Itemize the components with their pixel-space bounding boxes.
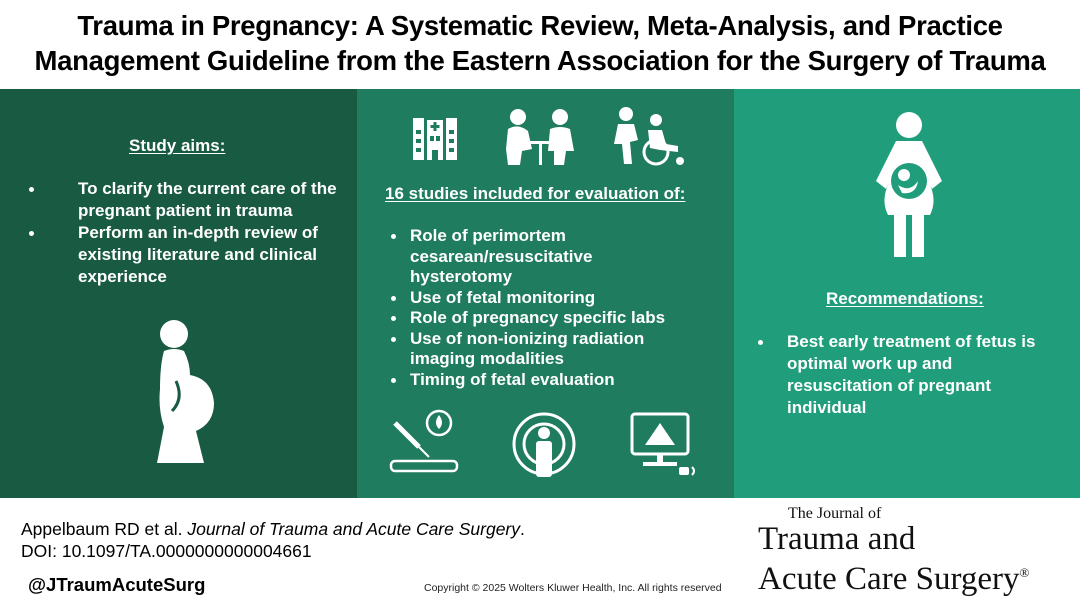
journal-logo-line3: Acute Care Surgery bbox=[758, 561, 1020, 597]
copyright-notice: Copyright © 2025 Wolters Kluwer Health, Inc. All rights reserved bbox=[424, 582, 722, 594]
list-item: To clarify the current care of the pregnant patient in trauma bbox=[21, 178, 341, 222]
twitter-handle[interactable]: @JTraumAcuteSurg bbox=[28, 574, 206, 595]
list-item: Role of perimortem cesarean/resuscitative hysterotomy bbox=[357, 226, 687, 288]
list-item: Use of fetal monitoring bbox=[357, 288, 687, 309]
mri-scanner-icon bbox=[511, 411, 577, 479]
list-item: Role of pregnancy specific labs bbox=[357, 308, 687, 329]
citation-period: . bbox=[520, 519, 525, 539]
study-aims-panel bbox=[0, 89, 357, 498]
citation-authors: Appelbaum RD et al. bbox=[21, 519, 188, 539]
ultrasound-icon bbox=[629, 411, 701, 477]
recommendations-panel bbox=[734, 89, 1080, 498]
list-item: Best early treatment of fetus is optimal work up and resuscitation of pregnant individual bbox=[734, 331, 1054, 419]
list-item: Use of non-ionizing radiation imaging modalities bbox=[357, 329, 687, 370]
journal-logo-line2: Trauma and bbox=[758, 521, 916, 557]
page-title bbox=[0, 8, 1080, 78]
journal-logo-line1: The Journal of bbox=[788, 505, 882, 522]
doctor-consultation-icon bbox=[500, 107, 584, 167]
study-aims-heading: Study aims: bbox=[129, 136, 226, 155]
title-line-1: Trauma in Pregnancy: A Systematic Review, Meta-Analysis, and Practice bbox=[77, 10, 1003, 41]
studies-panel bbox=[357, 89, 734, 498]
study-aims-list bbox=[21, 178, 341, 288]
wheelchair-assistance-icon bbox=[610, 106, 686, 166]
hospital-icon bbox=[410, 116, 460, 162]
citation bbox=[21, 518, 525, 562]
pregnant-fetus-icon bbox=[870, 111, 948, 259]
list-item: Timing of fetal evaluation bbox=[357, 370, 687, 391]
recommendations-list bbox=[734, 331, 1054, 419]
list-item: Perform an in-depth review of existing literature and clinical experience bbox=[21, 222, 341, 288]
pregnant-woman-icon bbox=[150, 319, 222, 464]
studies-list bbox=[357, 226, 687, 390]
studies-heading: 16 studies included for evaluation of: bbox=[385, 184, 686, 203]
title-line-2: Management Guideline from the Eastern Association for the Surgery of Trauma bbox=[34, 45, 1046, 76]
recommendations-heading: Recommendations: bbox=[826, 289, 984, 308]
citation-journal: Journal of Trauma and Acute Care Surgery bbox=[187, 519, 521, 539]
blood-draw-icon bbox=[389, 409, 459, 479]
journal-logo bbox=[758, 505, 1029, 596]
registered-mark: ® bbox=[1019, 565, 1030, 580]
citation-doi[interactable]: DOI: 10.1097/TA.0000000000004661 bbox=[21, 541, 312, 561]
